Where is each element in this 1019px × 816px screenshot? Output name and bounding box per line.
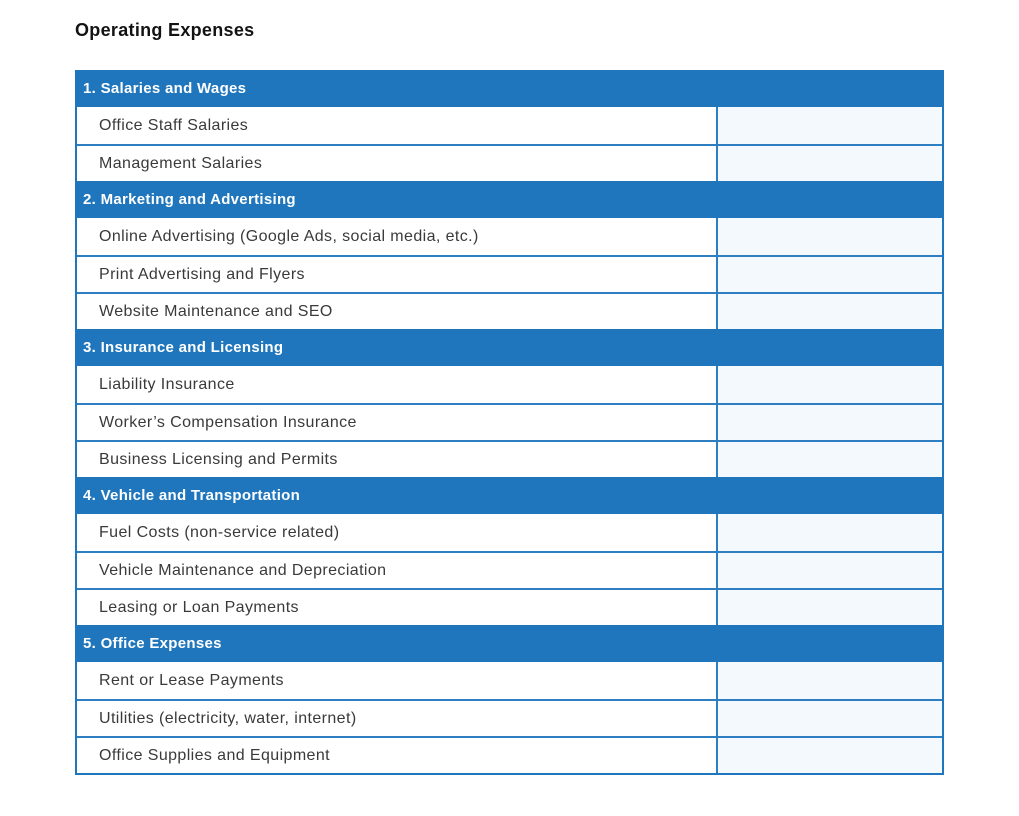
expense-value-cell[interactable]	[716, 257, 942, 292]
table-row	[77, 662, 942, 699]
table-row	[77, 255, 942, 292]
table-row	[77, 588, 942, 625]
expense-value-cell[interactable]	[716, 701, 942, 736]
expense-label: Website Maintenance and SEO	[77, 294, 716, 329]
table-row	[77, 699, 942, 736]
expense-label: Online Advertising (Google Ads, social media, etc.)	[77, 218, 716, 255]
table-row	[77, 218, 942, 255]
table-row	[77, 514, 942, 551]
expense-label: Leasing or Loan Payments	[77, 590, 716, 625]
table-row	[77, 144, 942, 181]
table-row	[77, 403, 942, 440]
expense-label: Office Staff Salaries	[77, 107, 716, 144]
table-row	[77, 736, 942, 773]
expense-value-cell[interactable]	[716, 442, 942, 477]
table-row	[77, 440, 942, 477]
expense-value-cell[interactable]	[716, 294, 942, 329]
expense-label: Worker’s Compensation Insurance	[77, 405, 716, 440]
expense-value-cell[interactable]	[716, 218, 942, 255]
expense-value-cell[interactable]	[716, 553, 942, 588]
expense-label: Fuel Costs (non-service related)	[77, 514, 716, 551]
expense-label: Print Advertising and Flyers	[77, 257, 716, 292]
expense-value-cell[interactable]	[716, 146, 942, 181]
section-header-office-expenses: 5. Office Expenses	[75, 625, 944, 662]
expense-label: Management Salaries	[77, 146, 716, 181]
expense-label: Business Licensing and Permits	[77, 442, 716, 477]
expense-value-cell[interactable]	[716, 107, 942, 144]
expense-value-cell[interactable]	[716, 738, 942, 773]
section-header-vehicle-and-transportation: 4. Vehicle and Transportation	[75, 477, 944, 514]
expense-value-cell[interactable]	[716, 662, 942, 699]
expense-value-cell[interactable]	[716, 366, 942, 403]
operating-expenses-table	[75, 70, 944, 775]
expense-value-cell[interactable]	[716, 514, 942, 551]
expense-value-cell[interactable]	[716, 590, 942, 625]
page-title: Operating Expenses	[75, 20, 255, 40]
table-row	[77, 366, 942, 403]
expense-label: Utilities (electricity, water, internet)	[77, 701, 716, 736]
expense-label: Office Supplies and Equipment	[77, 738, 716, 773]
table-row	[77, 551, 942, 588]
section-header-salaries-and-wages: 1. Salaries and Wages	[75, 70, 944, 107]
table-row	[77, 292, 942, 329]
expense-label: Liability Insurance	[77, 366, 716, 403]
expense-value-cell[interactable]	[716, 405, 942, 440]
expense-label: Rent or Lease Payments	[77, 662, 716, 699]
section-header-insurance-and-licensing: 3. Insurance and Licensing	[75, 329, 944, 366]
table-row	[77, 107, 942, 144]
expense-label: Vehicle Maintenance and Depreciation	[77, 553, 716, 588]
section-header-marketing-and-advertising: 2. Marketing and Advertising	[75, 181, 944, 218]
